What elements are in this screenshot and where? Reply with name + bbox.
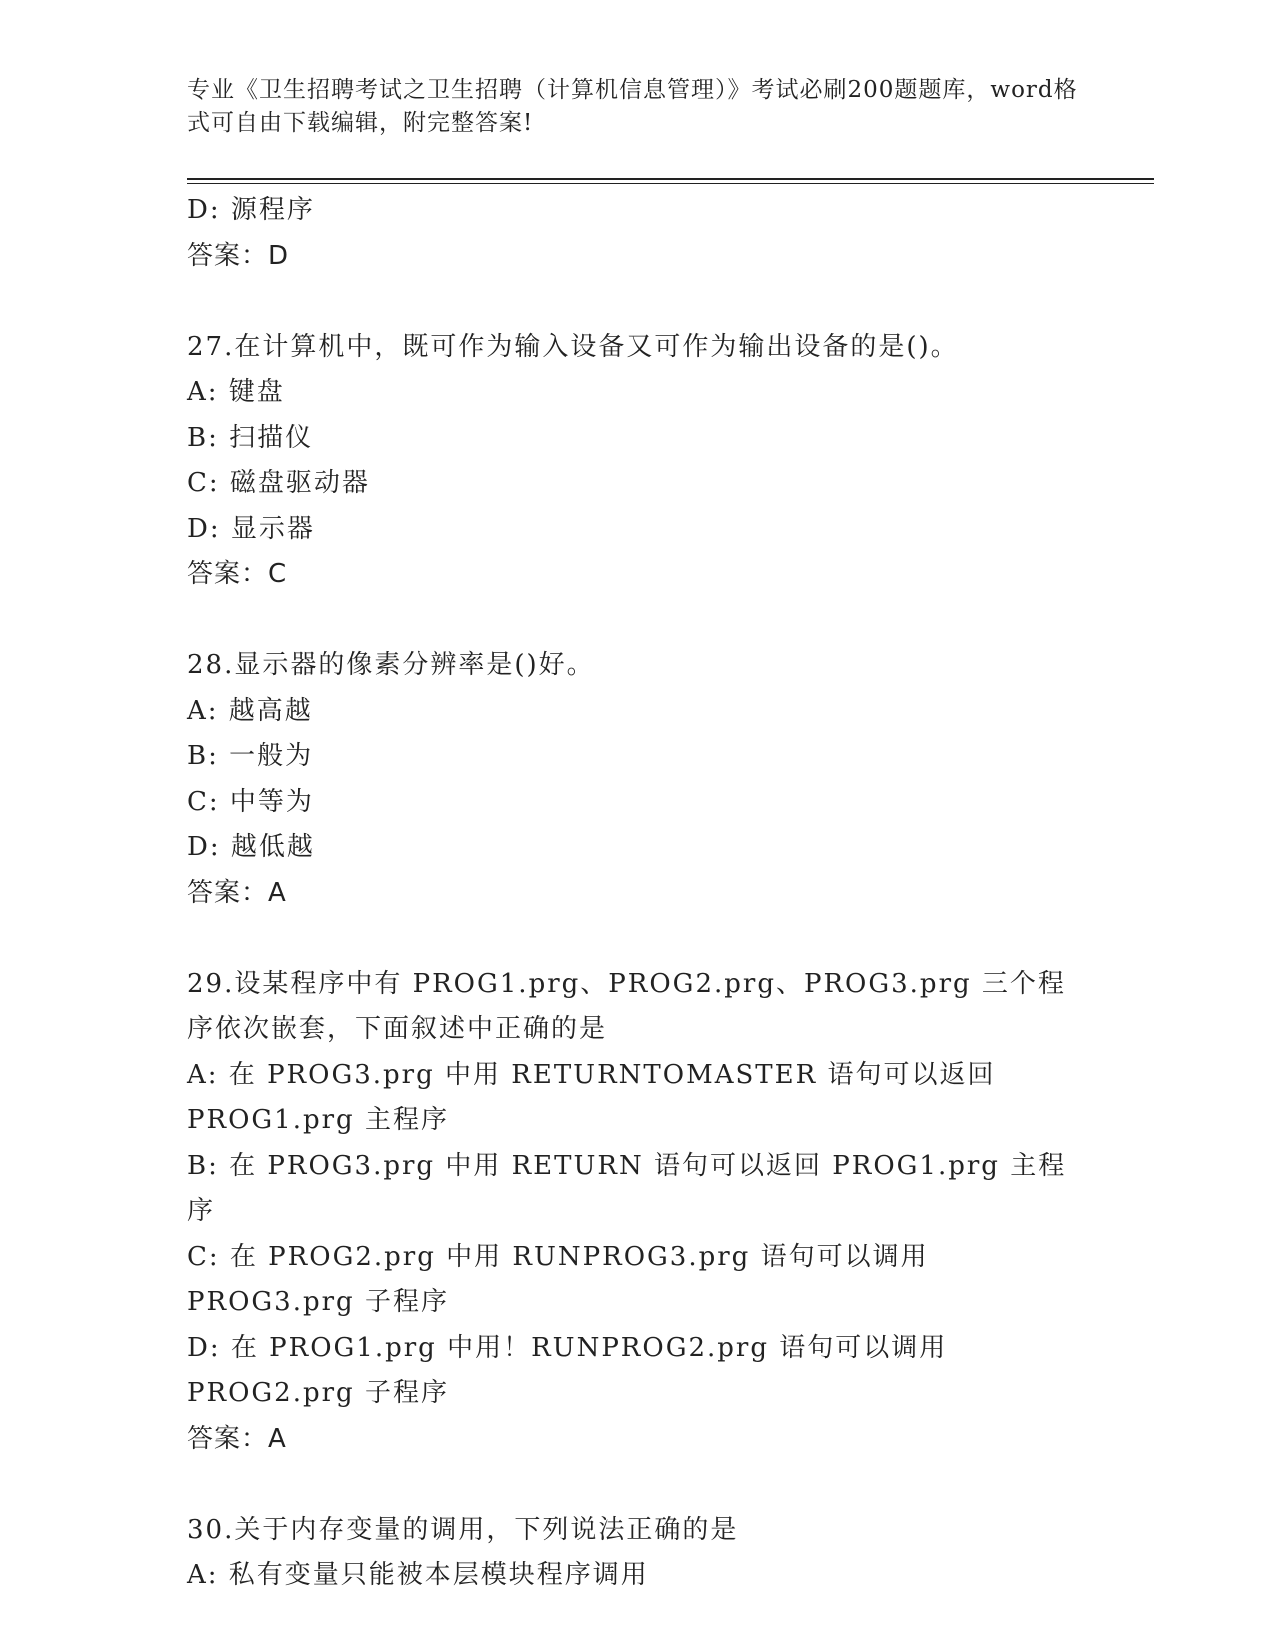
question-stem: 28.显示器的像素分辨率是()好。 <box>187 650 595 680</box>
question-29 <box>187 962 1087 1463</box>
question-stem: 29.设某程序中有 PROG1.prg、PROG2.prg、PROG3.prg 三个程序依次嵌套，下面叙述中正确的是 <box>187 968 1066 1044</box>
option-d: D: 越低越 <box>187 832 315 862</box>
option-c: C: 磁盘驱动器 <box>187 468 370 498</box>
header-divider-thin <box>187 183 1154 184</box>
option-a: A: 在 PROG3.prg 中用 RETURNTOMASTER 语句可以返回 PROG1.prg 主程序 <box>187 1059 1006 1135</box>
question-stem: 27.在计算机中，既可作为输入设备又可作为输出设备的是()。 <box>187 331 959 362</box>
header-divider-thick <box>187 178 1154 180</box>
question-28 <box>187 643 1087 916</box>
option-b: B: 一般为 <box>187 741 314 771</box>
option-d: D: 显示器 <box>187 513 315 544</box>
answer-line: 答案：A <box>187 877 287 908</box>
option-a: A: 私有变量只能被本层模块程序调用 <box>187 1560 649 1590</box>
option-a: A: 键盘 <box>187 377 285 407</box>
question-27 <box>187 325 1087 598</box>
question-30 <box>187 1508 1087 1599</box>
option-c: C: 中等为 <box>187 786 314 817</box>
option-d: D: 在 PROG1.prg 中用！RUNPROG2.prg 语句可以调用 PROG2.prg 子程序 <box>187 1332 958 1408</box>
question-stem: 30.关于内存变量的调用，下列说法正确的是 <box>187 1514 739 1545</box>
option-c: C: 在 PROG2.prg 中用 RUNPROG3.prg 语句可以调用 PROG3.prg 子程序 <box>187 1241 939 1317</box>
answer-line: 答案：D <box>187 240 290 271</box>
option-d: D: 源程序 <box>187 195 315 225</box>
option-b: B: 在 PROG3.prg 中用 RETURN 语句可以返回 PROG1.prg 主程序 <box>187 1150 1067 1226</box>
document-content <box>187 188 1087 1599</box>
answer-line: 答案：C <box>187 559 288 589</box>
question-26-tail <box>187 188 1087 279</box>
document-header: 专业《卫生招聘考试之卫生招聘（计算机信息管理）》考试必刷200题题库，word格式可自由下载编辑，附完整答案! <box>187 77 1078 136</box>
answer-line: 答案：A <box>187 1423 287 1454</box>
option-a: A: 越高越 <box>187 695 313 726</box>
option-b: B: 扫描仪 <box>187 422 314 453</box>
